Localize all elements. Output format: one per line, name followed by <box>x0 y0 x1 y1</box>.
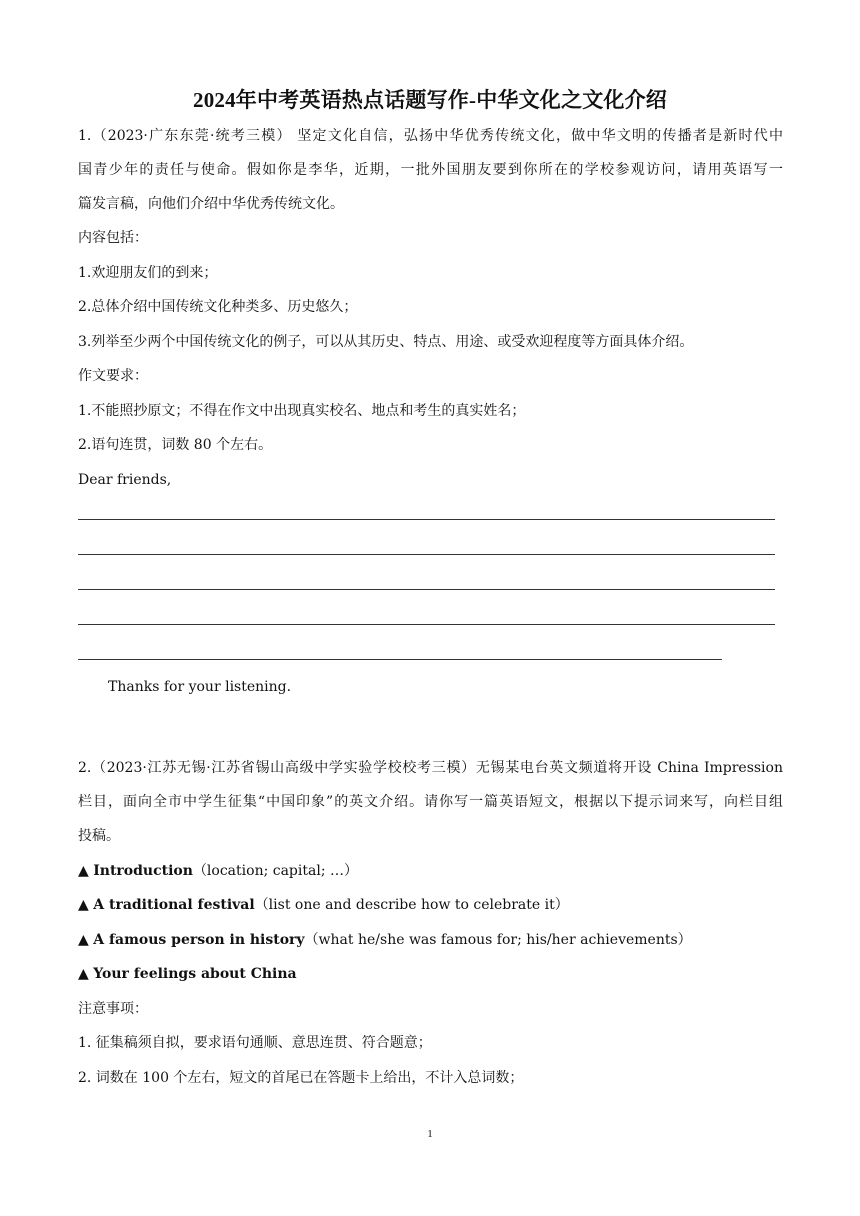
q2-prompt-item-3 <box>78 930 783 950</box>
q2-prompt-item-2-detail: （list one and describe how to celebrate it） <box>254 897 569 913</box>
q1-prompt-line-3: 篇发言稿，向他们介绍中华优秀传统文化。 <box>78 196 344 212</box>
q2-notes-heading: 注意事项： <box>78 1001 148 1017</box>
q2-note-2: 2. 词数在 100 个左右，短文的首尾已在答题卡上给出，不计入总词数； <box>78 1070 524 1086</box>
q2-prompt-item-1-detail: （location; capital; …） <box>192 863 358 879</box>
q2-prompt-line-2: 栏目，面向全市中学生征集“中国印象”的英文介绍。请你写一篇英语短文，根据以下提示词来写，向栏目组 <box>78 794 783 810</box>
triangle-icon: ▲ <box>78 863 89 879</box>
q1-content-heading: 内容包括： <box>78 230 148 246</box>
q2-prompt-item-4-title: Your feelings about China <box>93 966 297 982</box>
q1-closing: Thanks for your listening. <box>108 679 292 695</box>
answer-line-5 <box>78 659 722 660</box>
q1-content-item-1: 1.欢迎朋友们的到来； <box>78 265 218 281</box>
q2-prompt-item-2-title: A traditional festival <box>93 897 255 913</box>
triangle-icon: ▲ <box>78 897 89 913</box>
q2-prompt-item-4 <box>78 964 783 984</box>
q2-prompt-item-1 <box>78 861 783 881</box>
answer-line-1 <box>78 519 775 520</box>
q1-requirement-1: 1.不能照抄原文；不得在作文中出现真实校名、地点和考生的真实姓名； <box>78 403 526 419</box>
triangle-icon: ▲ <box>78 932 89 948</box>
q1-content-item-3: 3.列举至少两个中国传统文化的例子，可以从其历史、特点、用途、或受欢迎程度等方面具体介绍。 <box>78 334 694 350</box>
q1-prompt-line-2: 国青少年的责任与使命。假如你是李华，近期，一批外国朋友要到你所在的学校参观访问，请用英语写一 <box>78 162 783 178</box>
q1-greeting: Dear friends, <box>78 472 172 488</box>
page-number: 1 <box>427 1128 433 1140</box>
q1-requirement-heading: 作文要求： <box>78 368 148 384</box>
q2-prompt-item-3-detail: （what he/she was famous for; his/her achievements） <box>304 932 692 948</box>
triangle-icon: ▲ <box>78 966 89 982</box>
answer-line-3 <box>78 589 775 590</box>
q2-prompt-item-1-title: Introduction <box>93 863 193 879</box>
q2-prompt-line-1: 2.（2023·江苏无锡·江苏省锡山高级中学实验学校校考三模）无锡某电台英文频道将开设 China Impression <box>78 760 783 776</box>
q2-prompt-line-3: 投稿。 <box>78 828 120 844</box>
answer-line-4 <box>78 624 775 625</box>
q2-note-1: 1. 征集稿须自拟，要求语句通顺、意思连贯、符合题意； <box>78 1035 432 1051</box>
q2-prompt-item-3-title: A famous person in history <box>93 932 305 948</box>
answer-line-2 <box>78 554 775 555</box>
q1-prompt-line-1: 1.（2023·广东东莞·统考三模） 坚定文化自信，弘扬中华优秀传统文化，做中华文明的传播者是新时代中 <box>78 128 783 144</box>
q1-content-item-2: 2.总体介绍中国传统文化种类多、历史悠久； <box>78 299 358 315</box>
q2-prompt-item-2 <box>78 895 783 915</box>
q1-requirement-2: 2.语句连贯，词数 80 个左右。 <box>78 437 273 453</box>
page-title: 2024年中考英语热点话题写作-中华文化之文化介绍 <box>193 88 667 112</box>
